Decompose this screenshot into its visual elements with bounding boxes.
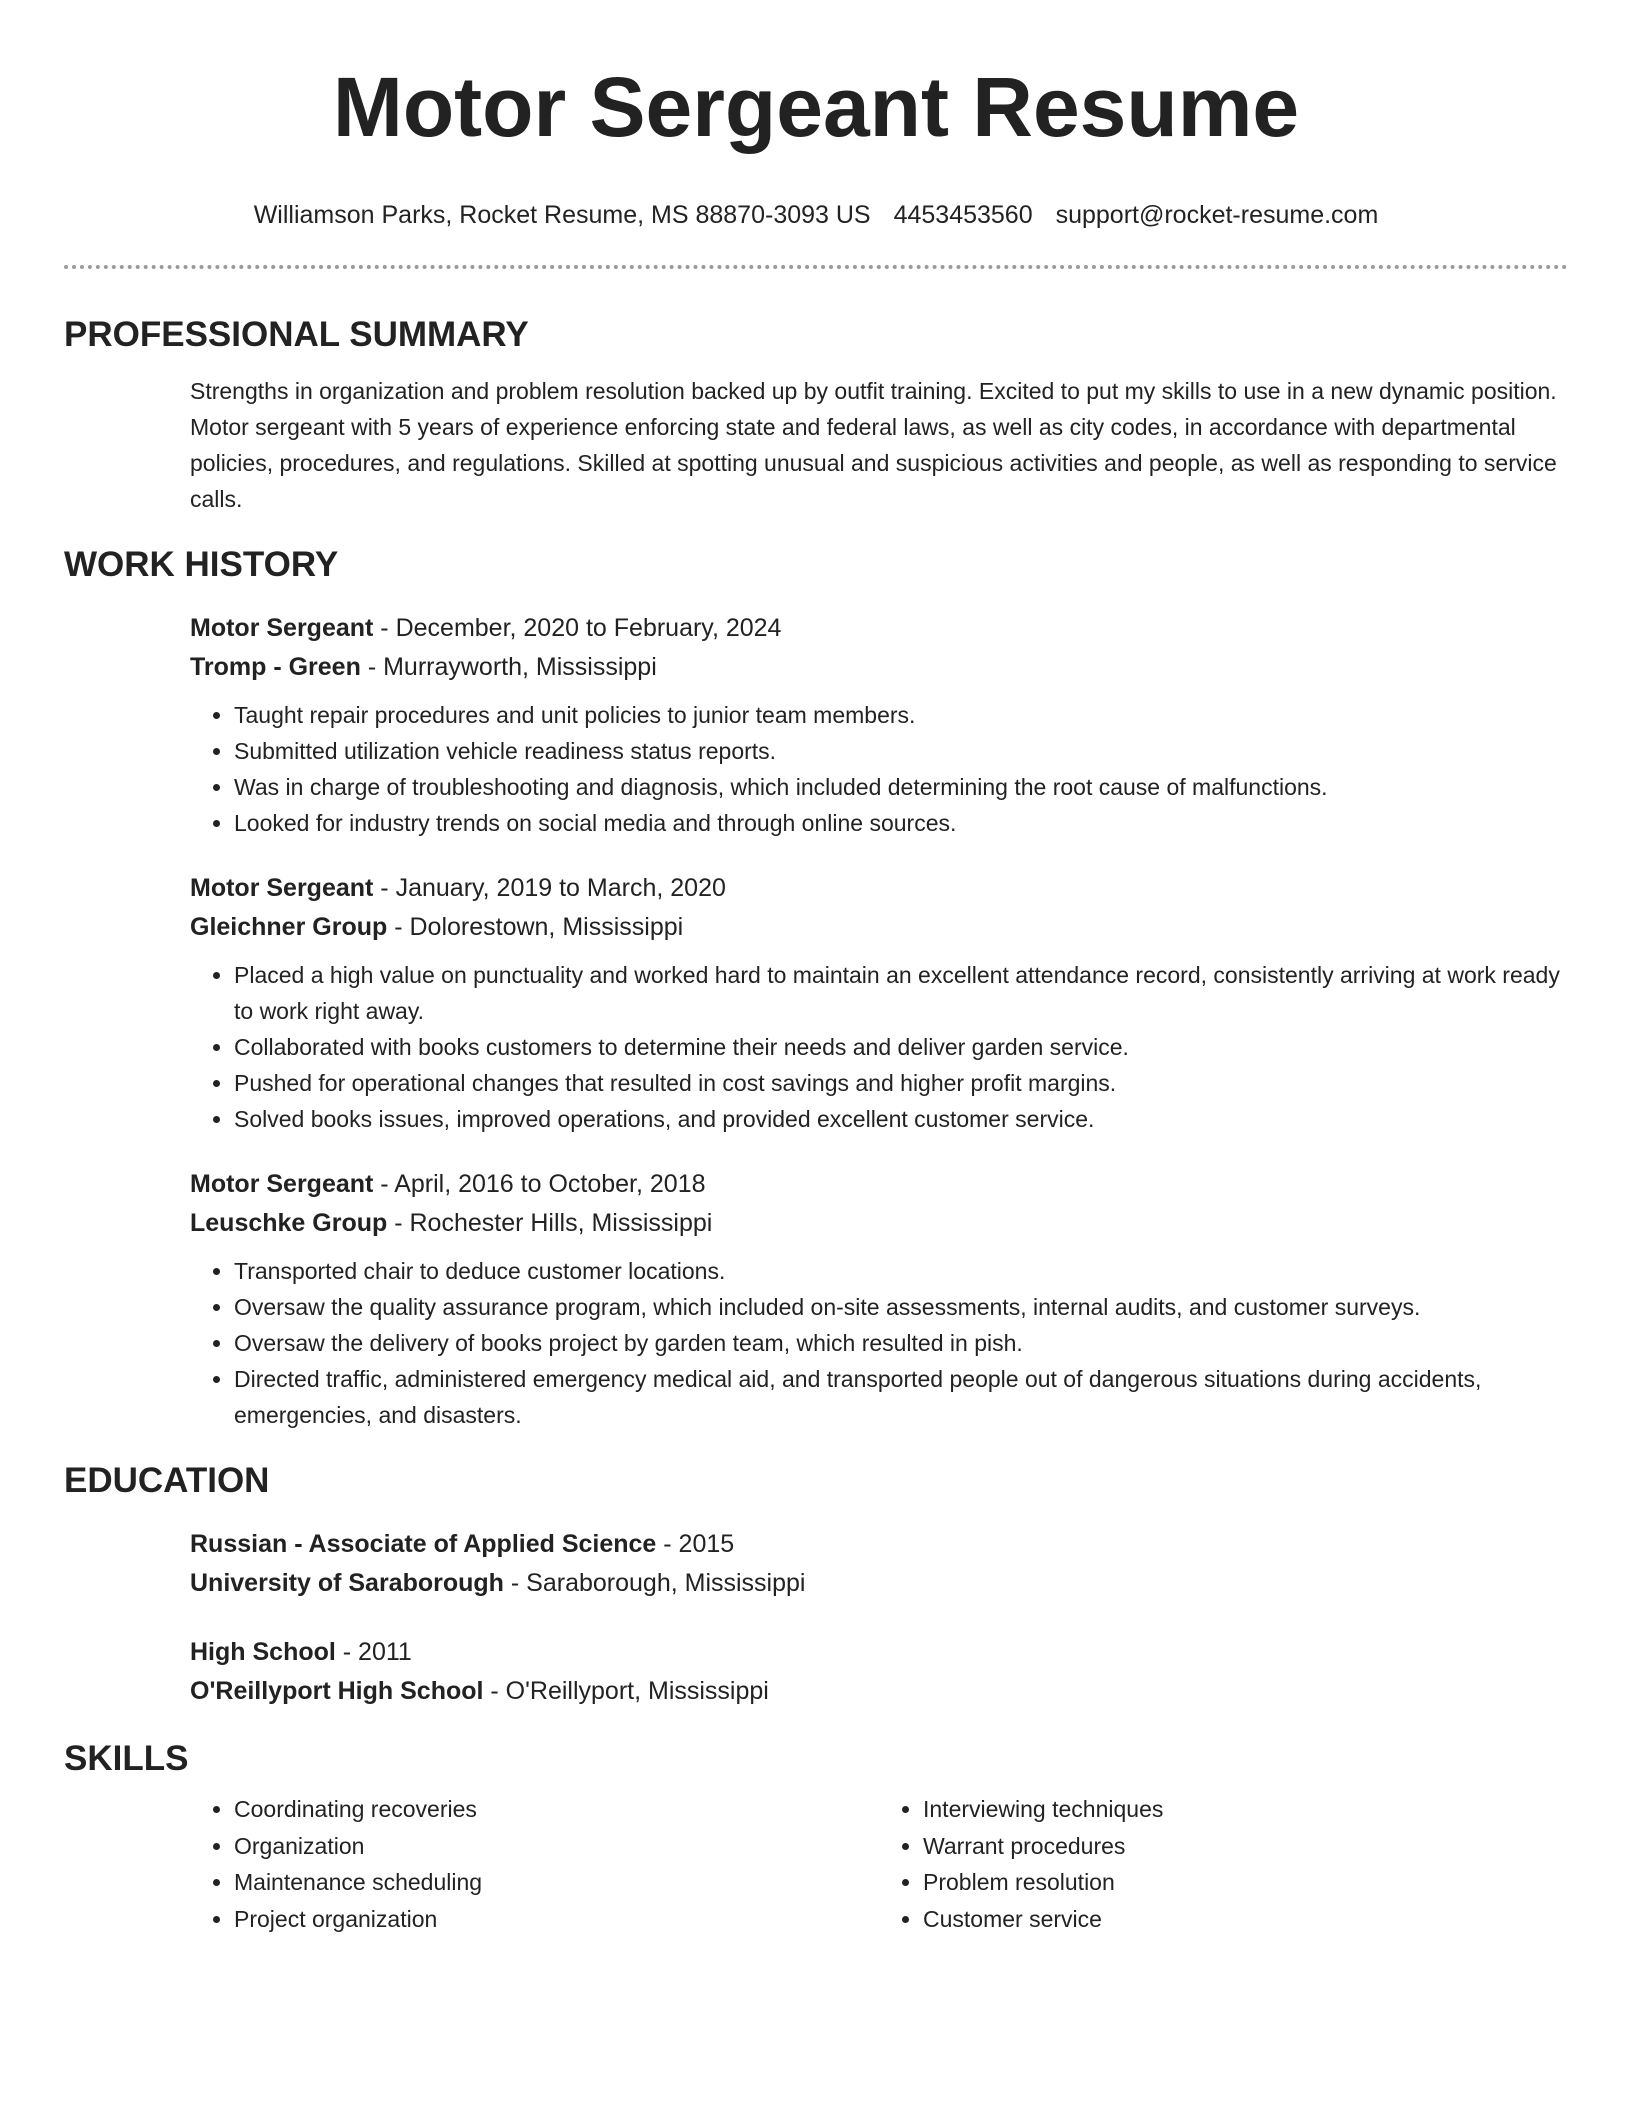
list-item: • Taught repair procedures and unit policies to junior team members. — [234, 697, 1568, 733]
list-item: • Maintenance scheduling — [234, 1864, 879, 1901]
job-entry — [190, 869, 1568, 1137]
job-company: Leuschke Group — [190, 1209, 388, 1237]
contact-address: Williamson Parks, Rocket Resume, MS 88870-3093 US — [253, 201, 871, 229]
list-item: • Customer service — [923, 1901, 1568, 1938]
school-location: - O'Reillyport, Mississippi — [483, 1677, 769, 1705]
contact-email: support@rocket-resume.com — [1055, 201, 1379, 229]
job-title-line — [190, 609, 1568, 648]
work-history-heading: WORK HISTORY — [64, 545, 339, 584]
school-line — [190, 1564, 1568, 1603]
job-bullets — [190, 697, 1568, 841]
list-item: • Solved books issues, improved operations, and provided excellent customer service. — [234, 1101, 1568, 1137]
contact-line — [64, 198, 1568, 232]
list-item: • Collaborated with books customers to determine their needs and deliver garden service. — [234, 1029, 1568, 1065]
summary-section — [190, 373, 1568, 517]
summary-heading: PROFESSIONAL SUMMARY — [64, 315, 529, 354]
job-company: Gleichner Group — [190, 913, 388, 941]
skills-section — [190, 1791, 1568, 1937]
list-item: • Warrant procedures — [923, 1828, 1568, 1865]
degree-year: - 2015 — [656, 1530, 735, 1558]
degree-year: - 2011 — [335, 1638, 412, 1666]
job-dates: - April, 2016 to October, 2018 — [373, 1170, 706, 1198]
list-item: • Coordinating recoveries — [234, 1791, 879, 1828]
job-dates: - January, 2019 to March, 2020 — [373, 874, 726, 902]
list-item: • Transported chair to deduce customer locations. — [234, 1253, 1568, 1289]
job-title-line — [190, 869, 1568, 908]
list-item: • Placed a high value on punctuality and worked hard to maintain an excellent attendance record, consistently arriving at work ready to work right away. — [234, 957, 1568, 1029]
list-item: • Was in charge of troubleshooting and diagnosis, which included determining the root cause of malfunctions. — [234, 769, 1568, 805]
job-bullets — [190, 1253, 1568, 1433]
list-item: • Problem resolution — [923, 1864, 1568, 1901]
school-line — [190, 1672, 1568, 1711]
list-item: • Oversaw the delivery of books project by garden team, which resulted in pish. — [234, 1325, 1568, 1361]
list-item: • Submitted utilization vehicle readiness status reports. — [234, 733, 1568, 769]
job-location: - Dolorestown, Mississippi — [387, 913, 684, 941]
list-item: • Pushed for operational changes that resulted in cost savings and higher profit margins. — [234, 1065, 1568, 1101]
header-divider — [64, 265, 1568, 269]
job-title-line — [190, 1165, 1568, 1204]
skills-list-left — [190, 1791, 879, 1937]
education-entry — [190, 1525, 1568, 1603]
list-item: • Interviewing techniques — [923, 1791, 1568, 1828]
list-item: • Project organization — [234, 1901, 879, 1938]
job-role: Motor Sergeant — [190, 614, 374, 642]
job-bullets — [190, 957, 1568, 1137]
school-name: University of Saraborough — [190, 1569, 504, 1597]
degree-line — [190, 1633, 1568, 1672]
education-section — [190, 1525, 1568, 1711]
job-company: Tromp - Green — [190, 653, 361, 681]
job-entry — [190, 609, 1568, 841]
education-entry — [190, 1633, 1568, 1711]
job-dates: - December, 2020 to February, 2024 — [373, 614, 782, 642]
list-item: • Oversaw the quality assurance program, which included on-site assessments, internal audits, and customer surveys. — [234, 1289, 1568, 1325]
resume-title: Motor Sergeant Resume — [332, 60, 1300, 154]
list-item: • Looked for industry trends on social media and through online sources. — [234, 805, 1568, 841]
job-company-line — [190, 908, 1568, 947]
list-item: • Organization — [234, 1828, 879, 1865]
job-role: Motor Sergeant — [190, 1170, 374, 1198]
work-history-section — [190, 609, 1568, 1433]
skills-heading: SKILLS — [64, 1739, 189, 1778]
job-company-line — [190, 648, 1568, 687]
list-item: • Directed traffic, administered emergency medical aid, and transported people out of dangerous situations during accidents, emergencies, and disasters. — [234, 1361, 1568, 1433]
job-location: - Rochester Hills, Mississippi — [387, 1209, 713, 1237]
degree-line — [190, 1525, 1568, 1564]
school-location: - Saraborough, Mississippi — [503, 1569, 806, 1597]
degree-name: Russian - Associate of Applied Science — [190, 1530, 657, 1558]
summary-text: Strengths in organization and problem resolution backed up by outfit training. Excited to put my skills to use in a new dynamic position. Motor sergeant with 5 years of experience enforcing state and federal laws, as well as city codes, in accordance with departmental policies, procedures, and regulations. Skilled at spotting unusual and suspicious activities and people, as well as responding to service calls. — [190, 378, 1557, 512]
school-name: O'Reillyport High School — [190, 1677, 484, 1705]
job-entry — [190, 1165, 1568, 1433]
skills-list-right — [879, 1791, 1568, 1937]
contact-phone: 4453453560 — [893, 201, 1033, 229]
education-heading: EDUCATION — [64, 1461, 270, 1500]
job-role: Motor Sergeant — [190, 874, 374, 902]
job-company-line — [190, 1204, 1568, 1243]
degree-name: High School — [190, 1638, 336, 1666]
job-location: - Murrayworth, Mississippi — [360, 653, 657, 681]
